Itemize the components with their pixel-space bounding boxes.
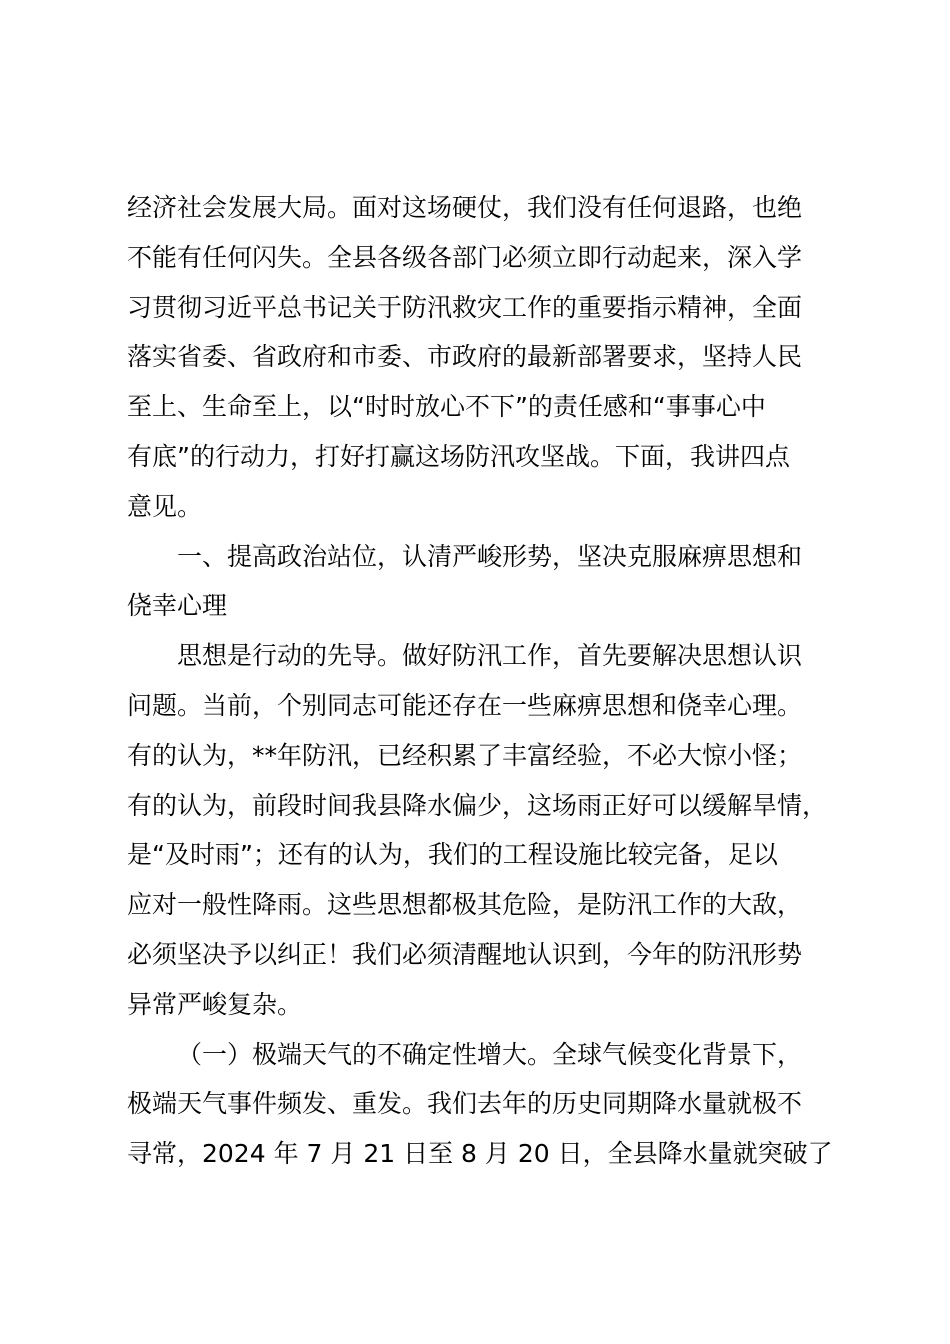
paragraph-line: 有底”的行动力，打好打赢这场防汛攻坚战。下面，我讲四点	[127, 441, 790, 471]
paragraph-line: 异常严峻复杂。	[127, 989, 303, 1019]
paragraph-line: 应对一般性降雨。这些思想都极其危险，是防汛工作的大敌，	[127, 890, 803, 920]
paragraph-line: 有的认为，**年防汛，已经积累了丰富经验，不必大惊小怪；	[127, 740, 803, 770]
paragraph-line: 必须坚决予以纠正！我们必须清醒地认识到，今年的防汛形势	[127, 939, 803, 969]
paragraph-line: 经济社会发展大局。面对这场硬仗，我们没有任何退路，也绝	[127, 193, 803, 222]
section-heading-line: 一、提高政治站位，认清严峻形势，坚决克服麻痹思想和	[177, 541, 803, 571]
paragraph-line: 问题。当前，个别同志可能还存在一些麻痹思想和侥幸心理。	[127, 690, 803, 720]
paragraph-line: 习贯彻习近平总书记关于防汛救灾工作的重要指示精神，全面	[127, 292, 803, 322]
paragraph-line: 寻常，2024 年 7 月 21 日至 8 月 20 日，全县降水量就突破了	[127, 1139, 833, 1169]
body-text	[127, 183, 857, 1179]
paragraph-line: 至上、生命至上，以“时时放心不下”的责任感和“事事心中	[127, 392, 766, 422]
paragraph-line: 是“及时雨”；还有的认为，我们的工程设施比较完备，足以	[127, 840, 778, 870]
paragraph-line: 极端天气事件频发、重发。我们去年的历史同期降水量就极不	[127, 1089, 803, 1119]
paragraph-line: 意见。	[127, 491, 203, 521]
paragraph-line: （一）极端天气的不确定性增大。全球气候变化背景下，	[177, 1039, 803, 1069]
paragraph-line: 有的认为，前段时间我县降水偏少，这场雨正好可以缓解旱情，	[127, 790, 828, 820]
paragraph-line: 落实省委、省政府和市委、市政府的最新部署要求，坚持人民	[127, 342, 803, 372]
paragraph-line: 不能有任何闪失。全县各级各部门必须立即行动起来，深入学	[127, 242, 803, 272]
paragraph-line: 思想是行动的先导。做好防汛工作，首先要解决思想认识	[177, 641, 803, 671]
section-heading-line: 侥幸心理	[127, 591, 228, 621]
